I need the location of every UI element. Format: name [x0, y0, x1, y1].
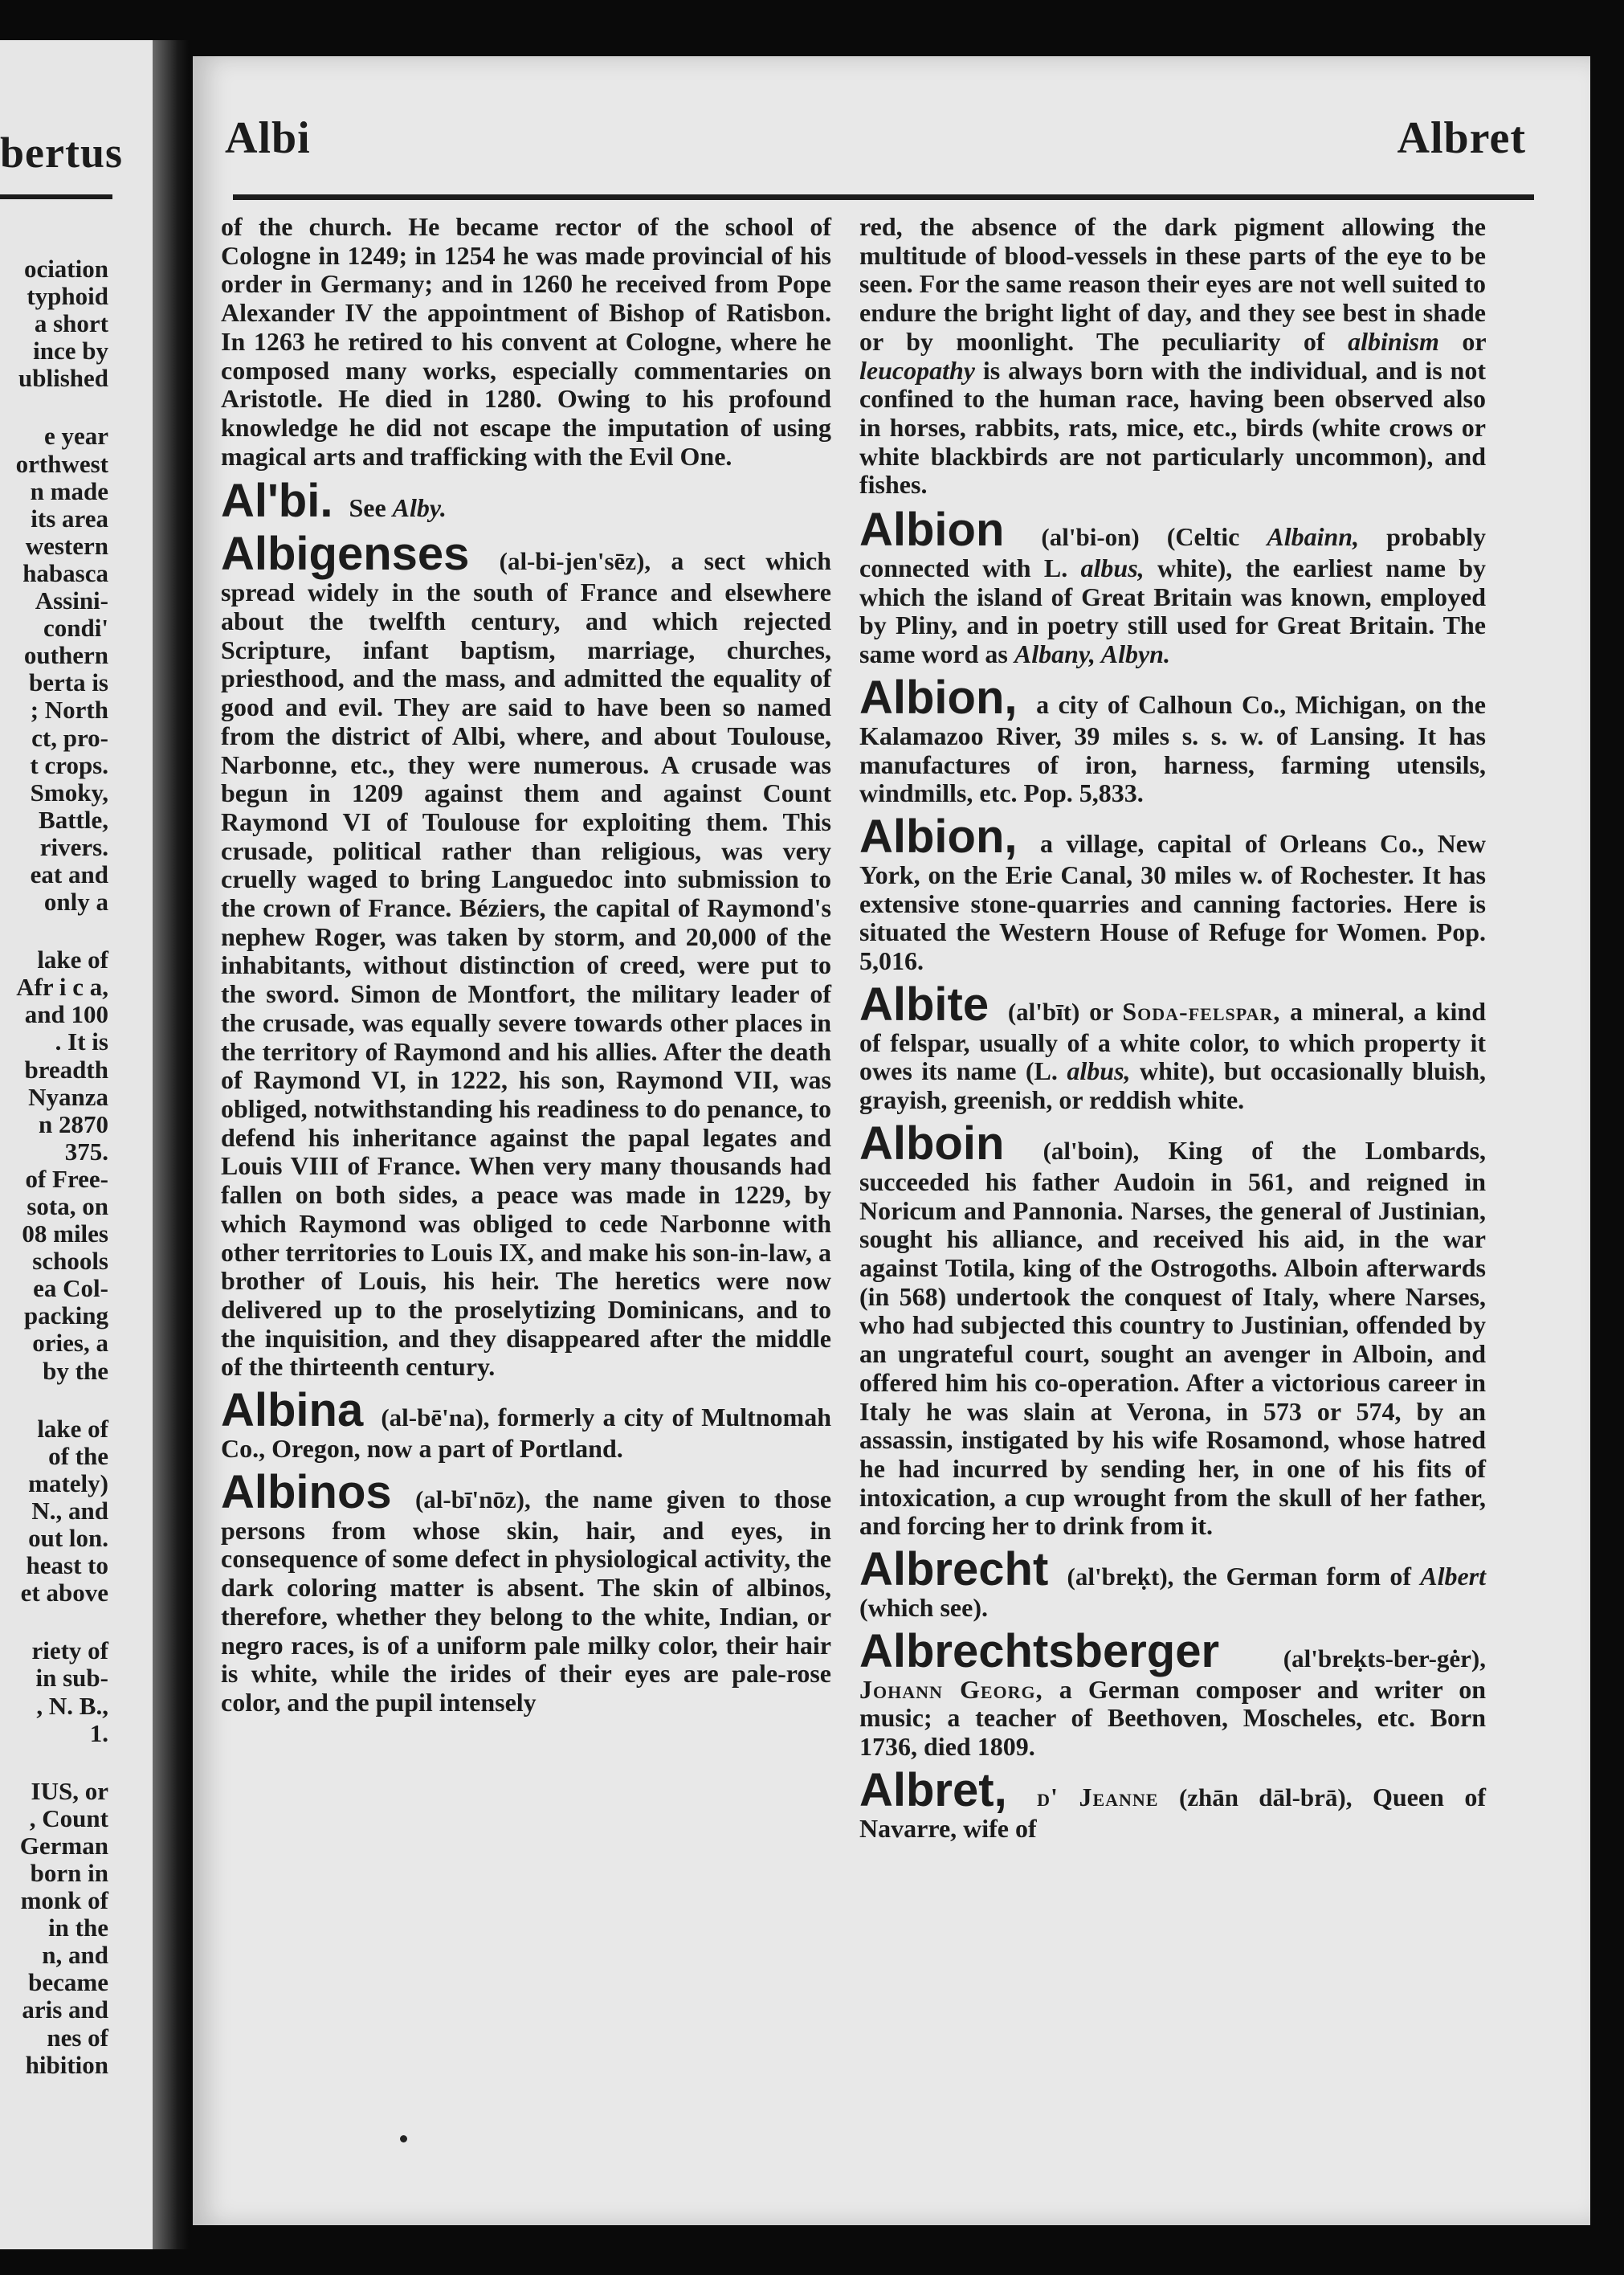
entry-albion-new-york: [859, 810, 1487, 976]
entry-text: a sect which spread widely in the south of France and elsewhere about the twelfth century, and which rejected Scripture, infant baptism, marriage, churches, priesthood, and the mass, and admitted the equality of good and evil. They are said to have been so named from the district of Albi, where, and about Toulouse, Narbonne, etc., they were numerous. A crusade was begun in 1209 against them and against Count Raymond VI of Toulouse for exploiting them. This crusade, political rather than religious, was very cruelly waged to bring Languedoc into submission to the crown of France. Béziers, the capital of Raymond's nephew Roger, was taken by storm, and 20,000 of the inhabitants, without distinction of creed, were put to the sword. Simon de Montfort, the military leader of the crusade, was equally severe towards other places in the territory of Raymond and his allies. After the death of Raymond VI, in 1222, his son, Raymond VII, was obliged, notwithstanding his readiness to do penance, to defend his inheritance against the papal legates and Louis VIII of France. When very many thousands had fallen on both sides, a peace was made in 1229, by which Raymond was obliged to cede Narbonne with other territories to Louis IX, and make his son-in-law, a brother of Louis, his heir. The heretics were now delivered up to the proselytizing Dominicans, and to the inquisition, and they disappeared after the middle of the thirteenth century.: [221, 546, 832, 1382]
left-page-line: ct, pro-: [31, 723, 108, 752]
entry-albret: [859, 1763, 1486, 1844]
pronunciation: (al'bīt): [1007, 997, 1080, 1026]
entry-text: white), but occasionally bluish, grayish, greenish, or reddish white.: [859, 1056, 1487, 1115]
headword: Albigenses: [221, 528, 470, 581]
entry-albinos: [221, 1465, 832, 1717]
adjacent-left-page: [0, 40, 153, 2249]
small-caps-term: Soda-felspar,: [1122, 996, 1281, 1026]
left-page-line: outhern: [23, 641, 108, 670]
cross-reference: Alby.: [392, 493, 447, 523]
entry-albigenses: [221, 530, 831, 1382]
left-page-line: its area: [31, 504, 108, 533]
left-page-line: hibition: [25, 2050, 108, 2079]
entry-alboin: [859, 1117, 1487, 1541]
left-page-line: of the: [48, 1441, 108, 1470]
left-page-line: ; North: [30, 696, 108, 725]
headword: Albrechtsberger: [859, 1624, 1220, 1677]
small-caps-term: Johann Georg,: [859, 1674, 1043, 1704]
pronunciation: (al'bi-on): [1041, 523, 1140, 552]
header-rule: [233, 194, 1534, 200]
left-page-line: t crops.: [30, 750, 108, 779]
entry-albrecht: [859, 1543, 1487, 1623]
left-page-line: habasca: [22, 558, 108, 587]
italic-term: albinism: [1348, 326, 1439, 356]
left-page-line: Nyanza: [28, 1082, 108, 1111]
left-page-line: condi': [43, 614, 108, 643]
left-page-line: in sub-: [35, 1664, 108, 1693]
left-page-line: , Count: [29, 1803, 108, 1832]
headword: Albret,: [859, 1763, 1007, 1816]
left-page-line: nes of: [47, 2023, 108, 2052]
entry-text: formerly a city of Multnomah Co., Oregon, now a part of Portland.: [221, 1403, 831, 1464]
left-page-line: et above: [20, 1579, 108, 1607]
entry-text: a city of Calhoun Co., Michigan, on the Kalamazoo River, 39 miles s. s. w. of Lansing. It has manufactures of iron, harness, farming utensils, windmills, etc. Pop. 5,833.: [859, 689, 1487, 808]
headword: Albion: [859, 504, 1005, 557]
italic-term: Albainn,: [1267, 522, 1360, 552]
left-page-line: by the: [43, 1356, 108, 1385]
left-page-text: [16, 255, 108, 2079]
entry-text: the German form of: [1182, 1562, 1411, 1591]
left-page-line: n 2870: [39, 1109, 108, 1138]
left-page-line: berta is: [28, 668, 108, 697]
entry-albrechtsberger: [859, 1624, 1486, 1762]
left-page-line: ublished: [18, 364, 108, 393]
pronunciation: (al'breḳts-ber-gėr),: [1283, 1644, 1486, 1673]
headword: Albinos: [221, 1465, 392, 1518]
entry-text: (Celtic: [1166, 522, 1240, 552]
left-page-line: Battle,: [39, 805, 108, 834]
entry-text: a German composer and writer on music; a teacher of Beethoven, Moscheles, etc. Born 1736, died 1809.: [859, 1674, 1486, 1762]
left-page-line: Smoky,: [30, 778, 108, 807]
entry-text: or: [1462, 326, 1486, 356]
italic-term: Albert: [1420, 1562, 1487, 1591]
left-page-line: . It is: [55, 1027, 108, 1056]
entry-text: a village, capital of Orleans Co., New York, on the Erie Canal, 30 miles w. of Rochester. It has extensive stone-quarries and canning factories. Here is situated the Western House of Refuge for Women. Pop. 5,016.: [859, 828, 1487, 976]
left-page-line: 375.: [64, 1137, 108, 1166]
left-page-line: lake of: [37, 946, 108, 974]
left-page-line: riety of: [31, 1636, 108, 1665]
entry-albite: [859, 978, 1487, 1115]
left-page-line: [16, 916, 108, 946]
continued-entry-text: of the church. He became rector of the school of Cologne in 1249; in 1254 he was made provincial of his order in Germany; and in 1260 he received from Pope Alexander IV the appointment of Bishop of Ratisbon. In 1263 he retired to his convent at Cologne, where he composed many works, especially commentaries on Aristotle. He died in 1280. Owing to his profound knowledge he did not escape the imputation of using magical arts and trafficking with the Evil One.: [221, 212, 831, 471]
small-caps-term: d': [1037, 1782, 1059, 1811]
pronunciation: (al-bē'na),: [381, 1403, 490, 1432]
left-page-line: IUS, or: [31, 1776, 108, 1805]
headword: Albion,: [859, 810, 1018, 863]
entry-albion-celtic: [859, 506, 1486, 669]
left-page-line: in the: [48, 1914, 108, 1942]
entry-text: or: [1089, 996, 1113, 1026]
dictionary-page: [193, 56, 1590, 2225]
left-page-line: n, and: [42, 1941, 108, 1970]
headword: Albrecht: [859, 1543, 1049, 1596]
left-page-line: Afr i c a,: [16, 973, 108, 1002]
headword: Albite: [859, 978, 989, 1031]
entry-albina: [221, 1384, 831, 1464]
left-page-line: packing: [23, 1301, 108, 1330]
left-page-line: eat and: [30, 860, 108, 888]
left-page-line: mately): [28, 1468, 108, 1497]
left-page-line: [16, 1747, 108, 1778]
entry-text: See: [349, 493, 386, 523]
headword: Al'bi.: [221, 475, 333, 528]
pronunciation: (al-bī'nōz),: [414, 1485, 531, 1513]
left-page-line: born in: [30, 1858, 108, 1887]
left-page-line: n made: [30, 476, 108, 505]
entry-text: red, the absence of the dark pigment allowing the multitude of blood-vessels in these parts of the eye to be seen. For the same reason their eyes are not well suited to endure the bright light of day, and they see best in shade or by moonlight. The peculiarity of: [859, 212, 1486, 356]
left-page-line: aris and: [22, 1995, 108, 2024]
headword: Albion,: [859, 671, 1018, 724]
pronunciation: (al'boin),: [1043, 1136, 1140, 1165]
pronunciation: (al'breḳt),: [1067, 1562, 1174, 1591]
left-page-line: 1.: [89, 1718, 108, 1747]
pronunciation: (al-bi-jen'sēz),: [499, 547, 651, 576]
left-page-line: , N. B.,: [36, 1691, 108, 1720]
left-page-line: western: [25, 531, 108, 560]
left-page-line: and 100: [24, 1000, 108, 1029]
small-caps-term: Jeanne: [1079, 1782, 1159, 1811]
left-page-line: ea Col-: [33, 1274, 108, 1303]
left-page-header: bertus: [0, 129, 123, 177]
left-page-line: [16, 392, 108, 423]
entry-text: Queen of Navarre, wife of: [859, 1782, 1486, 1843]
left-page-line: N., and: [31, 1496, 108, 1525]
left-page-line: Assini-: [35, 586, 108, 615]
left-page-line: heast to: [26, 1551, 108, 1580]
left-page-line: ince by: [33, 337, 108, 366]
left-page-line: only a: [43, 888, 108, 917]
left-page-line: schools: [32, 1247, 108, 1276]
entry-text: (which see).: [859, 1593, 988, 1623]
left-page-line: breadth: [24, 1055, 108, 1084]
left-page-line: monk of: [20, 1886, 108, 1915]
left-page-line: sota, on: [27, 1192, 108, 1220]
headword: Albina: [221, 1384, 364, 1437]
headword: Alboin: [859, 1117, 1005, 1170]
left-page-line: [16, 1607, 108, 1637]
left-page-line: became: [28, 1968, 108, 1997]
entry-text: probably connected with L.: [859, 522, 1486, 583]
entry-text: a mineral, a kind of felspar, usually of a white color, to which property it owes its name (L.: [859, 996, 1486, 1086]
left-page-line: typhoid: [27, 282, 108, 311]
guide-word-left: Albi: [225, 113, 311, 163]
italic-term: leucopathy: [859, 355, 975, 385]
pronunciation: (zhān dāl-brā),: [1178, 1783, 1353, 1811]
book-gutter: [153, 40, 189, 2249]
entry-text: King of the Lombards, succeeded his father Audoin in 561, and reigned in Noricum and Pannonia. Narses, the general of Justinian, sought his alliance, and received his aid, in the war against Totila, king of the Ostrogoths. Alboin afterwards (in 568) undertook the conquest of Italy, where Narses, who had subjected this country to Justinian, offended by an ungrateful court, sought an avenger in Alboin, and offered him his co-operation. After a victorious career in Italy he was slain at Verona, in 573 or 574, by an assassin, instigated by his wife Rosamond, whose hatred he had incurred by sending her, in one of his fits of intoxication, a cup wrought from the skull of her father, and forcing her to drink from it.: [859, 1135, 1487, 1541]
continued-entry-text: [859, 213, 1486, 500]
entry-text: is always born with the individual, and is not confined to the human race, having been observed also in horses, rabbits, rats, mice, etc., birds (white crows or white blackbirds are not particularly uncommon), and fishes.: [859, 355, 1487, 500]
left-page-header-rule: [0, 194, 112, 199]
entry-text: white), the earliest name by which the island of Great Britain was known, employed by Pliny, and in poetry still used for Great Britain. The same word as: [859, 553, 1487, 669]
italic-term: albus,: [1067, 1056, 1131, 1086]
left-page-line: e year: [43, 422, 108, 451]
italic-term: Albany, Albyn.: [1014, 639, 1170, 669]
left-page-line: German: [19, 1831, 108, 1860]
left-page-line: of Free-: [25, 1164, 108, 1193]
left-page-line: lake of: [37, 1414, 108, 1443]
left-page-line: out lon.: [28, 1524, 108, 1553]
left-page-line: ories, a: [32, 1329, 108, 1358]
entry-albion-michigan: [859, 671, 1487, 808]
right-column: [859, 213, 1486, 1848]
guide-word-right: Albret: [1397, 113, 1526, 163]
entry-albi: [221, 475, 831, 528]
italic-term: albus,: [1080, 553, 1145, 583]
left-page-line: rivers.: [39, 832, 108, 861]
left-page-line: ociation: [23, 255, 108, 283]
entry-text: the name given to those persons from whose skin, hair, and eyes, in consequence of some defect in physiological activity, the dark coloring matter is absent. The skin of albinos, therefore, whether they belong to the white, Indian, or negro races, is of a uniform pale milky color, their hair is white, while the irides of their eyes are pale-rose color, and the pupil intensely: [221, 1484, 832, 1717]
left-page-line: [16, 1385, 108, 1415]
left-column: [221, 213, 831, 1722]
print-speck: [400, 2135, 407, 2142]
left-page-line: a short: [34, 309, 108, 338]
left-page-line: 08 miles: [22, 1219, 108, 1248]
left-page-line: orthwest: [15, 449, 108, 478]
